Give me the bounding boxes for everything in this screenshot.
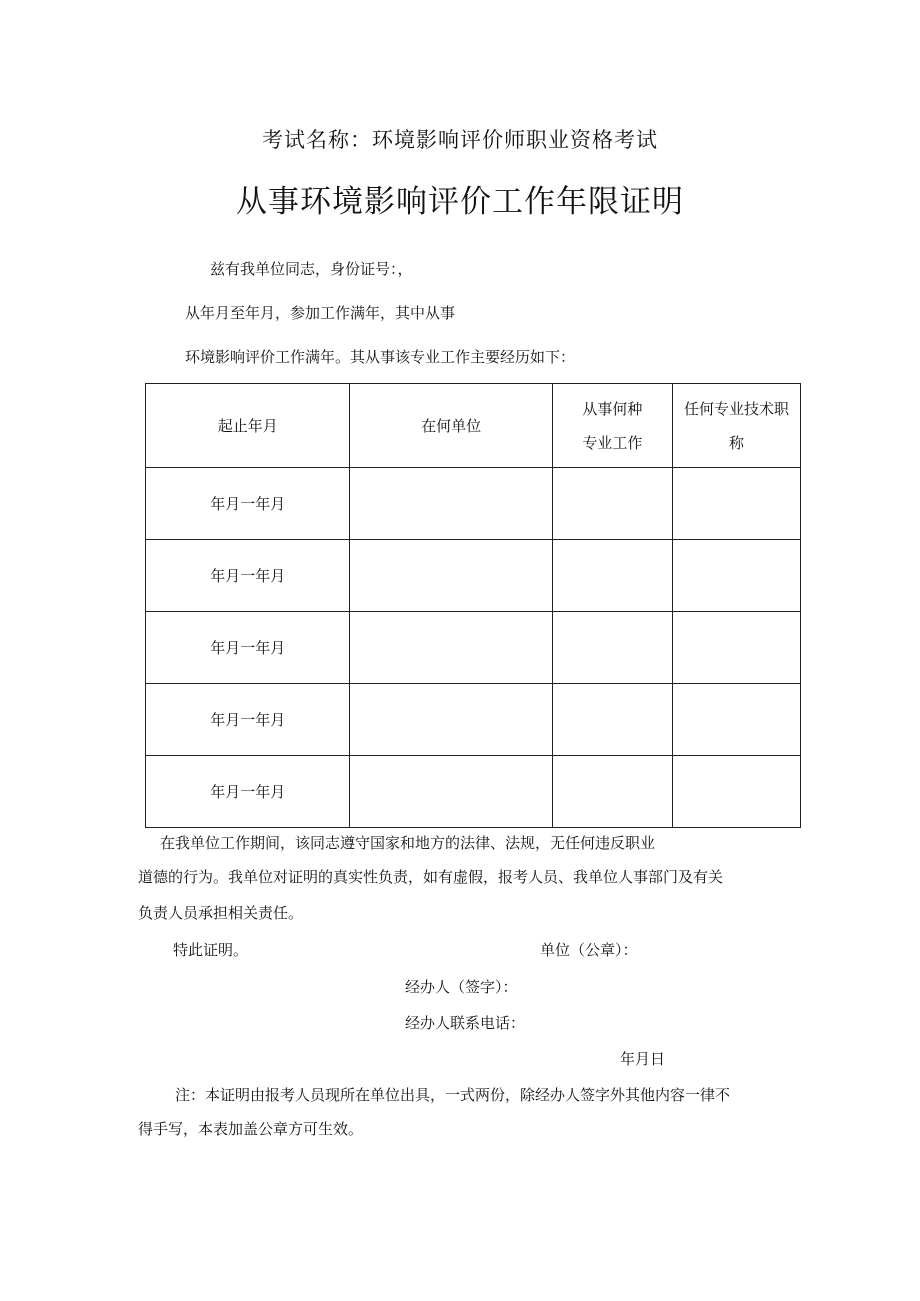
statement-line-3: 负责人员承担相关责任。 [138, 904, 304, 922]
professional-title-cell [672, 684, 800, 756]
table-row [146, 612, 801, 684]
certify-text: 特此证明。 [173, 941, 249, 959]
date-label: 年月日 [620, 1050, 666, 1068]
period-cell: 年月一年月 [146, 684, 350, 756]
unit-cell [350, 540, 552, 612]
work-type-cell [552, 684, 672, 756]
unit-cell [350, 684, 552, 756]
header-work-type [552, 384, 672, 468]
work-type-cell [552, 756, 672, 828]
intro-line-3: 环境影响评价工作满年。其从事该专业工作主要经历如下： [185, 348, 576, 366]
work-type-cell [552, 468, 672, 540]
unit-cell [350, 612, 552, 684]
header-professional-title-line2: 称 [728, 433, 744, 452]
professional-title-cell [672, 612, 800, 684]
header-period: 起止年月 [146, 384, 350, 468]
work-type-cell [552, 540, 672, 612]
intro-line-2: 从年月至年月，参加工作满年，其中从事 [185, 304, 456, 322]
note-line-1: 注：本证明由报考人员现所在单位出具，一式两份，除经办人签字外其他内容一律不 [175, 1086, 731, 1104]
unit-cell [350, 468, 552, 540]
table-header-row [146, 384, 801, 468]
table-row [146, 468, 801, 540]
note-line-2: 得手写，本表加盖公章方可生效。 [138, 1120, 364, 1138]
intro-line-1: 兹有我单位同志，身份证号：， [210, 260, 413, 278]
table-row [146, 540, 801, 612]
header-unit: 在何单位 [350, 384, 552, 468]
document-title: 从事环境影响评价工作年限证明 [236, 184, 684, 220]
professional-title-cell [672, 756, 800, 828]
handler-signature-label: 经办人（签字）： [405, 978, 518, 996]
handler-phone-label: 经办人联系电话： [405, 1014, 526, 1032]
professional-title-cell [672, 468, 800, 540]
professional-title-cell [672, 540, 800, 612]
unit-cell [350, 756, 552, 828]
table-row [146, 756, 801, 828]
work-type-cell [552, 612, 672, 684]
statement-line-1: 在我单位工作期间，该同志遵守国家和地方的法律、法规，无任何违反职业 [160, 834, 656, 852]
period-cell: 年月一年月 [146, 612, 350, 684]
unit-seal-label: 单位（公章）： [540, 941, 638, 959]
table-row [146, 684, 801, 756]
period-cell: 年月一年月 [146, 540, 350, 612]
header-work-type-line2: 专业工作 [582, 433, 643, 452]
work-history-table [145, 383, 801, 828]
statement-line-2: 道德的行为。我单位对证明的真实性负责，如有虚假，报考人员、我单位人事部门及有关 [138, 868, 724, 886]
period-cell: 年月一年月 [146, 756, 350, 828]
header-work-type-line1: 从事何种 [582, 399, 643, 418]
period-cell: 年月一年月 [146, 468, 350, 540]
header-professional-title [672, 384, 800, 468]
header-professional-title-line1: 任何专业技术职 [683, 399, 789, 418]
exam-name-heading: 考试名称：环境影响评价师职业资格考试 [262, 128, 658, 152]
